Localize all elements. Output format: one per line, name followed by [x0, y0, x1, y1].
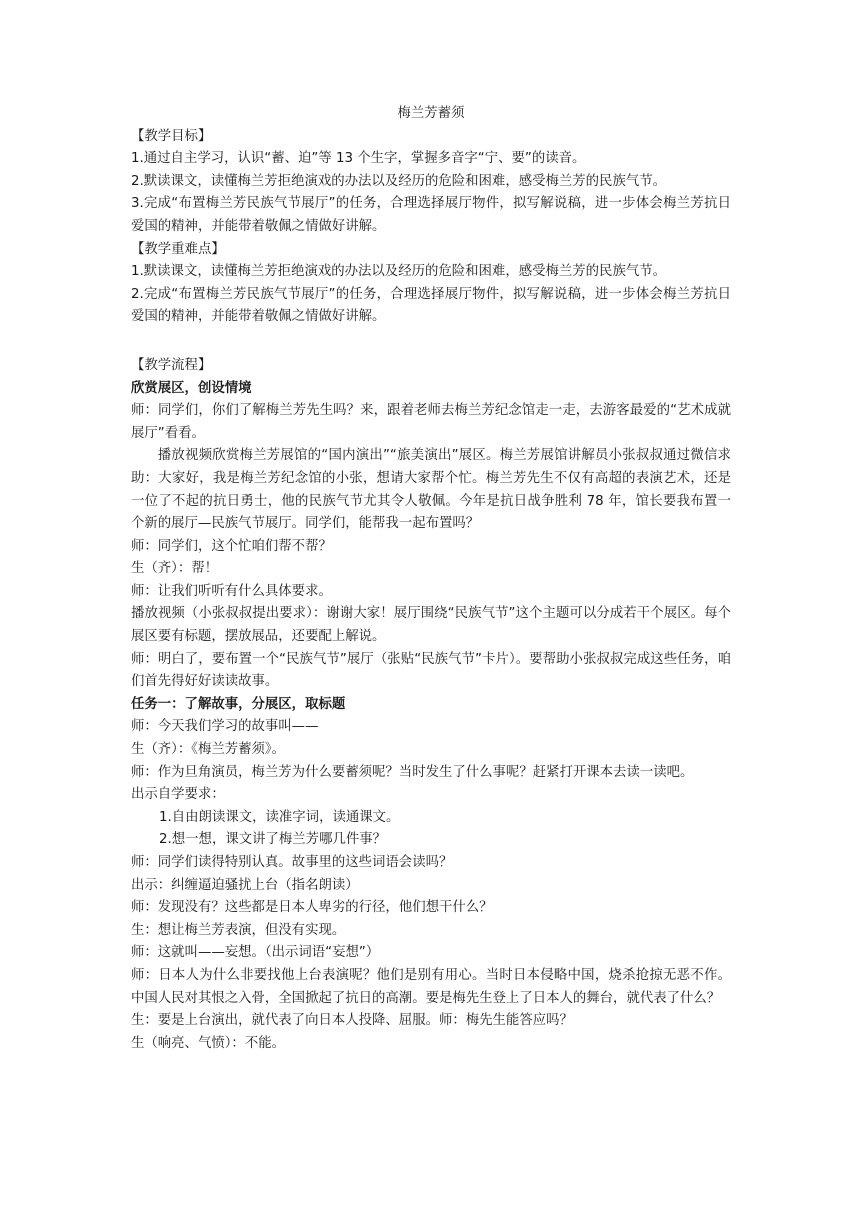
paragraph: 师：让我们听听有什么具体要求。 [131, 583, 332, 599]
requirement-item: 1.自由朗读课文，读准字词，读通课文。 [159, 809, 400, 825]
section-heading: 欣赏展区，创设情境 [131, 380, 252, 396]
requirement-item: 2.想一想，课文讲了梅兰芳哪几件事？ [159, 832, 387, 848]
paragraph: 播放视频（小张叔叔提出要求）：谢谢大家！展厅围绕“民族气节”这个主题可以分成若干个展区。每个展区要有标题，摆放展品，还要配上解说。 [131, 606, 731, 645]
paragraph: 师：今天我们学习的故事叫—— [131, 719, 319, 735]
paragraph: 师：发现没有？这些都是日本人卑劣的行径，他们想干什么？ [131, 900, 493, 916]
paragraph: 生（齐）：《梅兰芳蓄须》。 [131, 742, 285, 758]
paragraph: 播放视频欣赏梅兰芳展馆的“国内演出”“旅美演出”展区。梅兰芳展馆讲解员小张叔叔通过微信求助：大家好，我是梅兰芳纪念馆的小张，想请大家帮个忙。梅兰芳先生不仅有高超的表演艺术，还是一位了不起的抗日勇士，他的民族气节尤其令人敬佩。今年是抗日战争胜利 78 年，馆长要我布置一个新的展厅—民族气节展厅。同学们，能帮我一起布置吗？ [131, 448, 731, 532]
keypoint-item: 1.默读课文，读懂梅兰芳拒绝演戏的办法以及经历的危险和困难，感受梅兰芳的民族气节。 [131, 264, 667, 280]
paragraph: 生（齐）：帮！ [131, 561, 219, 577]
paragraph: 师：同学们，这个忙咱们帮不帮？ [131, 538, 332, 554]
paragraph: 生（响亮、气愤）：不能。 [131, 1035, 285, 1051]
paragraph: 生：想让梅兰芳表演，但没有实现。 [131, 922, 346, 938]
goals-heading: 【教学目标】 [131, 128, 212, 144]
process-heading: 【教学流程】 [131, 357, 212, 373]
paragraph: 师：同学们读得特别认真。故事里的这些词语会读吗？ [131, 855, 453, 870]
paragraph: 师：这就叫——妄想。（出示词语“妄想”） [131, 945, 380, 961]
paragraph: 师：作为旦角演员，梅兰芳为什么要蓄须呢？当时发生了什么事呢？赶紧打开课本去读一读吧。 [131, 764, 694, 780]
paragraph: 师：明白了，要布置一个“民族气节”展厅（张贴“民族气节”卡片）。要帮助小张叔叔完成这些任务，咱们首先得好好读读故事。 [131, 651, 731, 690]
paragraph: 生：要是上台演出，就代表了向日本人投降、屈服。师：梅先生能答应吗？ [131, 1013, 573, 1029]
paragraph: 师：同学们，你们了解梅兰芳先生吗？来，跟着老师去梅兰芳纪念馆走一走，去游客最爱的“艺术成就展厅”看看。 [131, 403, 731, 441]
paragraph: 师：日本人为什么非要找他上台表演呢？他们是别有用心。当时日本侵略中国，烧杀抢掠无恶不作。中国人民对其恨之入骨，全国掀起了抗日的高潮。要是梅先生登上了日本人的舞台，就代表了什么？ [131, 967, 731, 1006]
goal-item: 1.通过自主学习，认识“蓄、迫”等 13 个生字，掌握多音字“宁、要”的读音。 [131, 151, 586, 167]
document-title: 梅兰芳蓄须 [397, 106, 465, 121]
task-heading: 任务一：了解故事，分展区，取标题 [131, 696, 346, 712]
keypoints-heading: 【教学重难点】 [131, 241, 225, 257]
paragraph: 出示：纠缠逼迫骚扰上台（指名朗读） [131, 877, 359, 893]
paragraph: 出示自学要求： [131, 787, 225, 803]
document-body [131, 103, 731, 1055]
goal-item: 2.默读课文，读懂梅兰芳拒绝演戏的办法以及经历的危险和困难，感受梅兰芳的民族气节。 [131, 173, 667, 189]
keypoint-item: 2.完成“布置梅兰芳民族气节展厅”的任务，合理选择展厅物件，拟写解说稿，进一步体会梅兰芳抗日爱国的精神，并能带着敬佩之情做好讲解。 [131, 286, 731, 325]
paragraph-spacer [131, 329, 731, 355]
goal-item: 3.完成“布置梅兰芳民族气节展厅”的任务，合理选择展厅物件，拟写解说稿，进一步体会梅兰芳抗日爱国的精神，并能带着敬佩之情做好讲解。 [131, 196, 731, 234]
